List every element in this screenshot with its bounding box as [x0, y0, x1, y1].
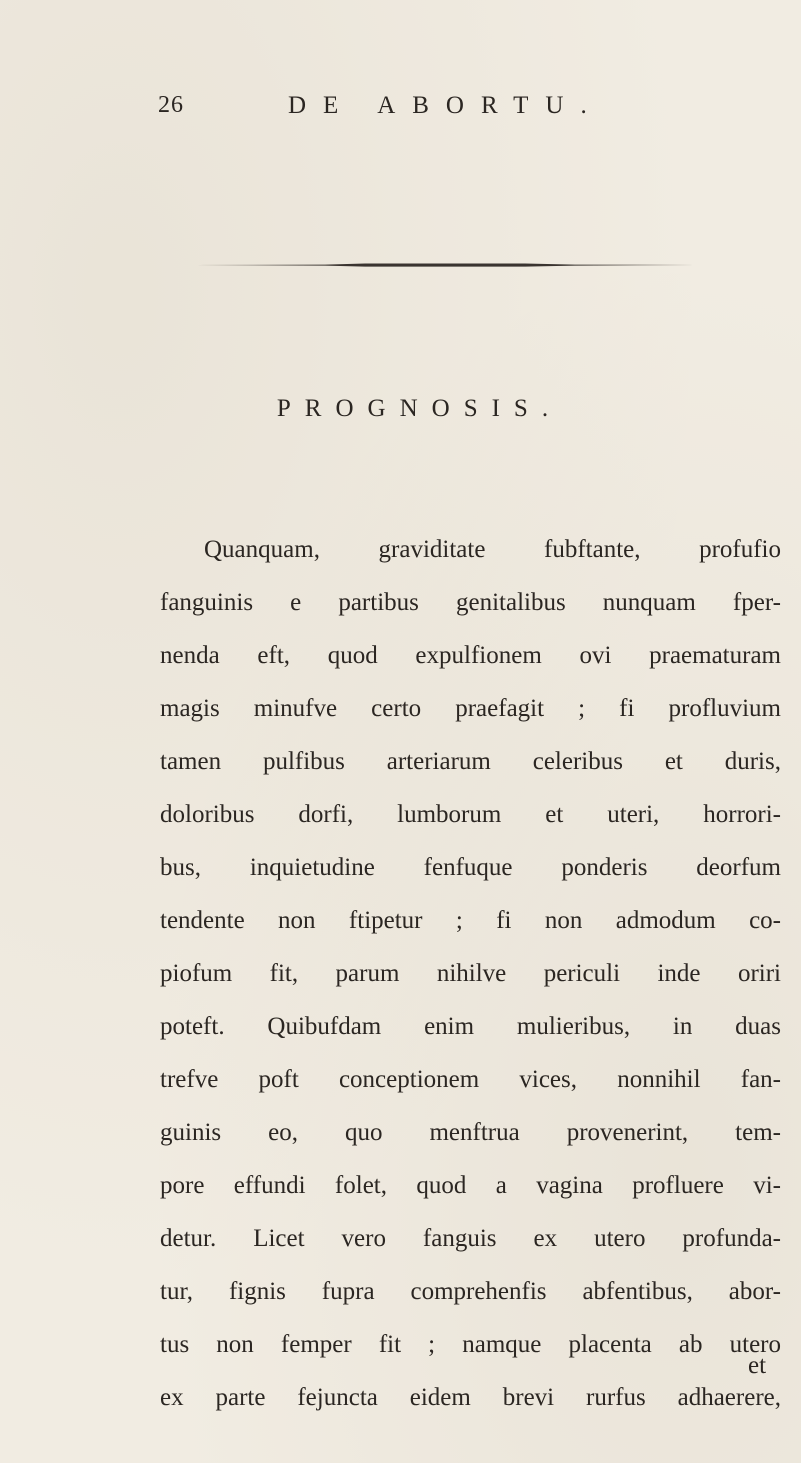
- running-title: DE ABORTU.: [288, 92, 604, 119]
- page-number: 26: [158, 92, 184, 118]
- text-line: tus non femper fit ; namque placenta ab utero: [160, 1331, 781, 1358]
- text-line: Quanquam, graviditate fubftante, profufio: [204, 536, 781, 563]
- rule-graphic: [195, 262, 695, 268]
- text-line: detur. Licet vero fanguis ex utero profunda-: [160, 1225, 781, 1252]
- text-line: nenda eft, quod expulfionem ovi praematuram: [160, 642, 781, 669]
- text-line: piofum fit, parum nihilve periculi inde oriri: [160, 960, 781, 987]
- text-line: doloribus dorfi, lumborum et uteri, horrori-: [160, 801, 781, 828]
- text-line: guinis eo, quo menftrua provenerint, tem-: [160, 1119, 781, 1146]
- text-line: magis minufve certo praefagit ; fi profluvium: [160, 695, 781, 722]
- text-line: tendente non ftipetur ; fi non admodum co-: [160, 907, 781, 934]
- body-paragraph: [160, 523, 781, 1424]
- section-heading: PROGNOSIS.: [276, 395, 563, 422]
- ornamental-rule: [195, 262, 695, 266]
- text-line: trefve poft conceptionem vices, nonnihil fan-: [160, 1066, 781, 1093]
- catchword: et: [748, 1352, 767, 1379]
- text-line: tamen pulfibus arteriarum celeribus et duris,: [160, 748, 781, 775]
- running-head: [0, 92, 801, 126]
- text-line: fanguinis e partibus genitalibus nunquam fper-: [160, 589, 781, 616]
- text-line: tur, fignis fupra comprehenfis abfentibus, abor-: [160, 1278, 781, 1305]
- text-line: poteft. Quibufdam enim mulieribus, in duas: [160, 1013, 781, 1040]
- text-line: pore effundi folet, quod a vagina profluere vi-: [160, 1172, 781, 1199]
- text-line: bus, inquietudine fenfuque ponderis deorfum: [160, 854, 781, 881]
- text-line: ex parte fejuncta eidem brevi rurfus adhaerere,: [160, 1384, 781, 1411]
